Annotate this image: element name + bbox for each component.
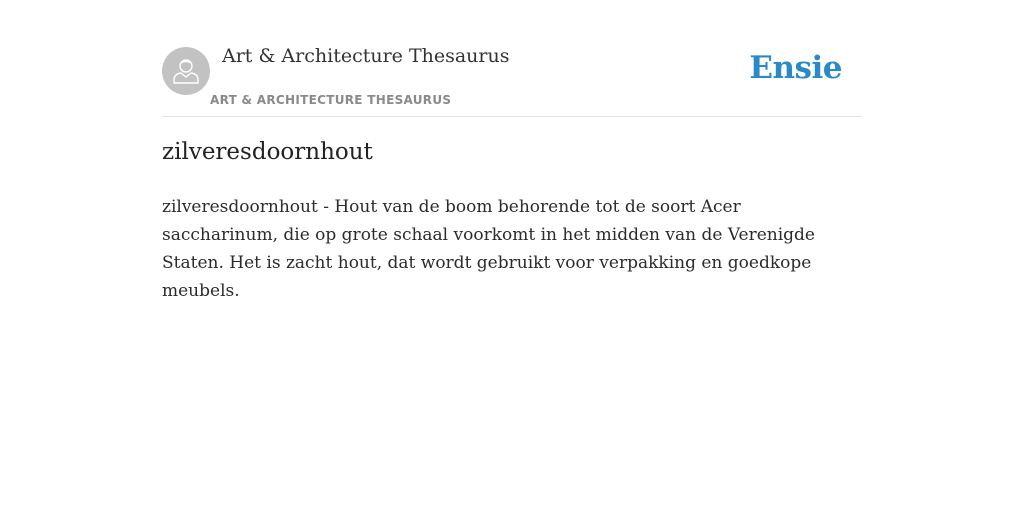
user-icon: [172, 57, 200, 85]
source-title[interactable]: Art & Architecture Thesaurus: [222, 45, 510, 67]
brand-logo[interactable]: Ensie: [749, 50, 842, 86]
avatar[interactable]: [162, 47, 210, 95]
definition-text: zilveresdoornhout - Hout van de boom behorende tot de soort Acer saccharinum, die op grote schaal voorkomt in het midden van de Verenigde Staten. Het is zacht hout, dat wordt gebruikt voor verpakking en goedkope meubels.: [162, 197, 815, 301]
header: [162, 40, 862, 117]
source-subtitle[interactable]: ART & ARCHITECTURE THESAURUS: [210, 93, 452, 107]
page-title: zilveresdoornhout: [162, 139, 373, 165]
